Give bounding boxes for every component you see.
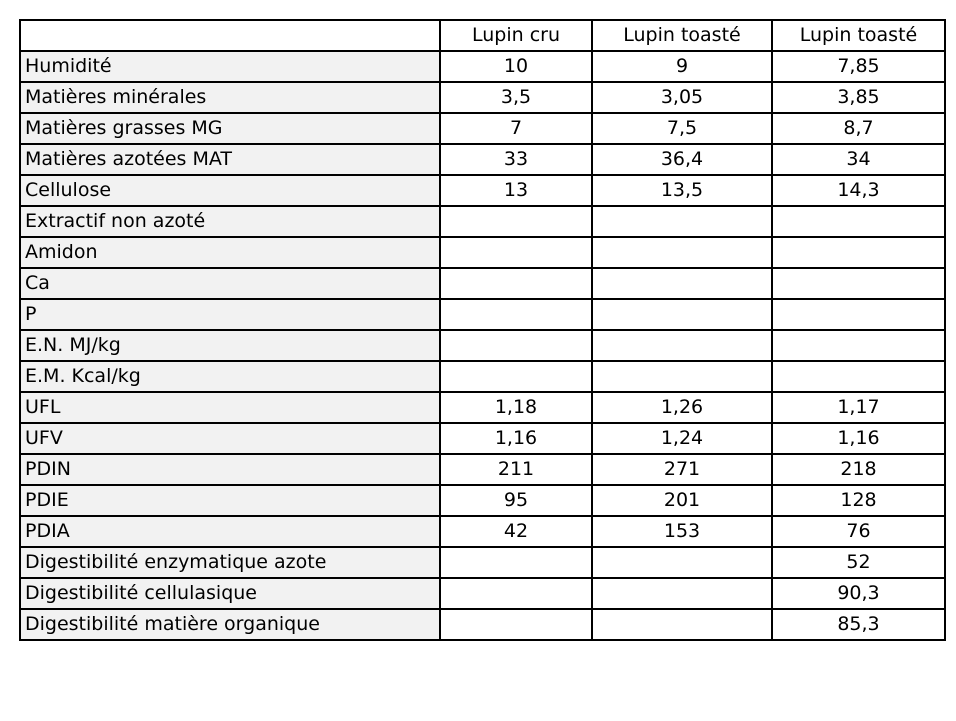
row-label-cell: Cellulose: [20, 175, 440, 206]
table-row: [20, 268, 945, 299]
value-cell: 90,3: [772, 578, 945, 609]
table-row: [20, 516, 945, 547]
value-cell: 8,7: [772, 113, 945, 144]
value-cell: 36,4: [592, 144, 772, 175]
value-cell: [440, 361, 592, 392]
table-row: [20, 144, 945, 175]
value-cell: 10: [440, 51, 592, 82]
row-label-cell: Digestibilité enzymatique azote: [20, 547, 440, 578]
value-cell: [772, 237, 945, 268]
value-cell: [592, 609, 772, 640]
header-cell-lupin-cru: Lupin cru: [440, 20, 592, 51]
table-row: [20, 609, 945, 640]
value-cell: 201: [592, 485, 772, 516]
table-row: [20, 82, 945, 113]
row-label-cell: E.N. MJ/kg: [20, 330, 440, 361]
value-cell: 3,5: [440, 82, 592, 113]
value-cell: [772, 299, 945, 330]
value-cell: 3,85: [772, 82, 945, 113]
value-cell: 211: [440, 454, 592, 485]
table-body: [20, 20, 945, 640]
table-row: [20, 175, 945, 206]
table-row: [20, 578, 945, 609]
table-row: [20, 51, 945, 82]
value-cell: [592, 330, 772, 361]
value-cell: [592, 206, 772, 237]
value-cell: [440, 578, 592, 609]
value-cell: [772, 330, 945, 361]
value-cell: 85,3: [772, 609, 945, 640]
value-cell: [440, 268, 592, 299]
row-label-cell: PDIA: [20, 516, 440, 547]
value-cell: [592, 361, 772, 392]
row-label-cell: UFV: [20, 423, 440, 454]
table-row: [20, 485, 945, 516]
value-cell: [440, 330, 592, 361]
value-cell: 13: [440, 175, 592, 206]
value-cell: [592, 268, 772, 299]
table-row: [20, 206, 945, 237]
row-label-cell: PDIE: [20, 485, 440, 516]
value-cell: [772, 206, 945, 237]
row-label-cell: Extractif non azoté: [20, 206, 440, 237]
table-row: [20, 547, 945, 578]
value-cell: 52: [772, 547, 945, 578]
value-cell: 3,05: [592, 82, 772, 113]
value-cell: [772, 268, 945, 299]
value-cell: [440, 299, 592, 330]
value-cell: 1,17: [772, 392, 945, 423]
header-cell-lupin-toaste-2: Lupin toasté: [772, 20, 945, 51]
value-cell: 7: [440, 113, 592, 144]
row-label-cell: PDIN: [20, 454, 440, 485]
header-cell-lupin-toaste-1: Lupin toasté: [592, 20, 772, 51]
value-cell: [592, 299, 772, 330]
row-label-cell: Amidon: [20, 237, 440, 268]
value-cell: 271: [592, 454, 772, 485]
value-cell: 34: [772, 144, 945, 175]
table-row: [20, 299, 945, 330]
value-cell: 7,85: [772, 51, 945, 82]
table-row: [20, 113, 945, 144]
value-cell: 42: [440, 516, 592, 547]
header-cell-empty: [20, 20, 440, 51]
value-cell: 1,24: [592, 423, 772, 454]
value-cell: [592, 237, 772, 268]
table-row: [20, 361, 945, 392]
value-cell: 1,16: [772, 423, 945, 454]
value-cell: [440, 547, 592, 578]
table-row: [20, 330, 945, 361]
value-cell: [440, 609, 592, 640]
value-cell: 9: [592, 51, 772, 82]
row-label-cell: P: [20, 299, 440, 330]
value-cell: 153: [592, 516, 772, 547]
value-cell: 1,16: [440, 423, 592, 454]
row-label-cell: Digestibilité matière organique: [20, 609, 440, 640]
value-cell: [592, 578, 772, 609]
value-cell: 95: [440, 485, 592, 516]
value-cell: 128: [772, 485, 945, 516]
value-cell: 14,3: [772, 175, 945, 206]
value-cell: 13,5: [592, 175, 772, 206]
value-cell: [772, 361, 945, 392]
row-label-cell: Digestibilité cellulasique: [20, 578, 440, 609]
value-cell: 1,26: [592, 392, 772, 423]
value-cell: [440, 237, 592, 268]
table-row: [20, 454, 945, 485]
table-row: [20, 423, 945, 454]
row-label-cell: Ca: [20, 268, 440, 299]
value-cell: 76: [772, 516, 945, 547]
table-header-row: [20, 20, 945, 51]
nutrition-table: [19, 19, 946, 641]
row-label-cell: Humidité: [20, 51, 440, 82]
value-cell: 218: [772, 454, 945, 485]
row-label-cell: UFL: [20, 392, 440, 423]
value-cell: [592, 547, 772, 578]
value-cell: 7,5: [592, 113, 772, 144]
value-cell: 33: [440, 144, 592, 175]
table-row: [20, 392, 945, 423]
table-row: [20, 237, 945, 268]
value-cell: 1,18: [440, 392, 592, 423]
row-label-cell: Matières grasses MG: [20, 113, 440, 144]
row-label-cell: Matières azotées MAT: [20, 144, 440, 175]
row-label-cell: E.M. Kcal/kg: [20, 361, 440, 392]
row-label-cell: Matières minérales: [20, 82, 440, 113]
value-cell: [440, 206, 592, 237]
